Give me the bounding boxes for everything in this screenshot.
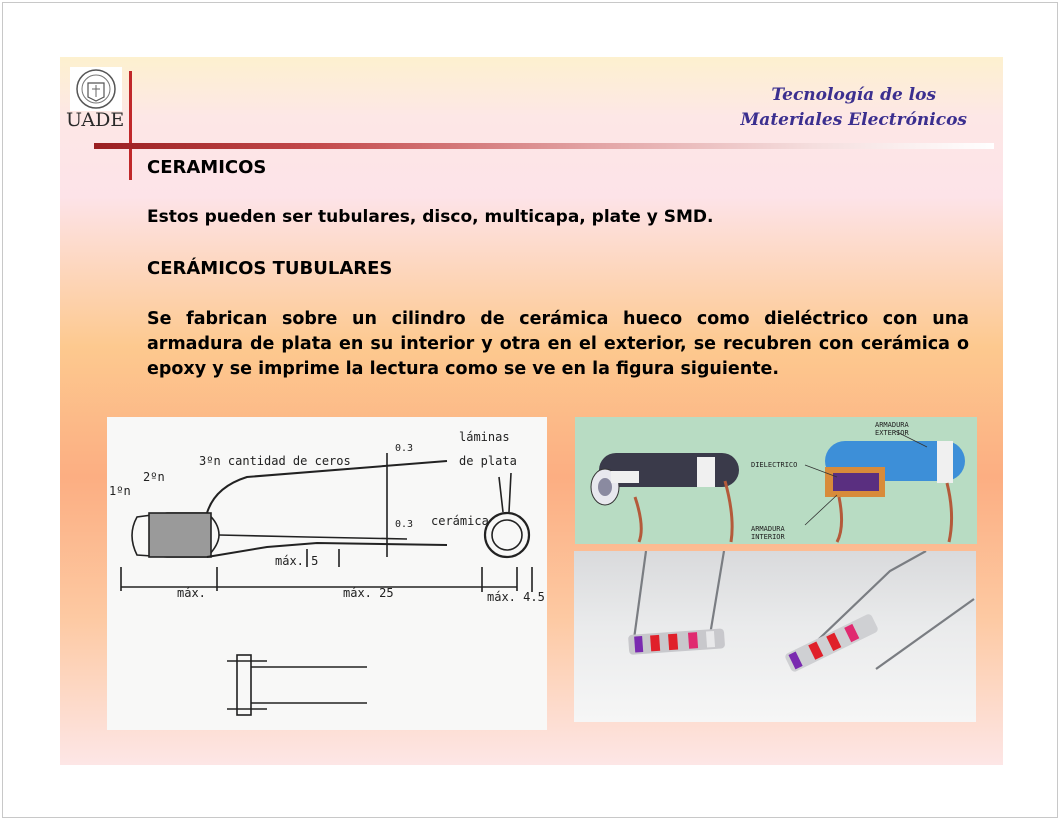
vertical-accent-line xyxy=(129,71,132,180)
heading-ceramicos: CERAMICOS xyxy=(147,157,267,178)
ceramic-capacitors-photo xyxy=(574,551,976,722)
tubular-capacitor-drawing xyxy=(107,417,547,730)
label-laminas: láminas xyxy=(459,430,510,444)
course-title-line-1: Tecnología de los xyxy=(771,85,937,105)
label-armadura-interior-1: ARMADURA xyxy=(751,525,785,533)
label-max-5: máx. 5 xyxy=(275,554,319,568)
logo-text: UADE xyxy=(66,109,125,131)
label-max-25: máx. 25 xyxy=(343,586,394,600)
horizontal-accent-line xyxy=(94,143,994,149)
label-max: máx. xyxy=(177,586,206,600)
paragraph-types: Estos pueden ser tubulares, disco, multicapa, plate y SMD. xyxy=(147,207,714,227)
label-armadura-exterior-2: EXTERIOR xyxy=(875,429,909,437)
label-3n-ceros: 3ºn cantidad de ceros xyxy=(199,454,351,468)
heading-ceramicos-tubulares: CERÁMICOS TUBULARES xyxy=(147,258,393,279)
label-1n: 1ºn xyxy=(109,484,131,498)
capacitor-cutaway-diagram xyxy=(575,417,977,544)
course-title xyxy=(740,83,967,133)
label-dielectrico: DIELECTRICO xyxy=(751,461,798,469)
label-armadura-exterior-1: ARMADURA xyxy=(875,421,909,429)
course-title-line-2: Materiales Electrónicos xyxy=(740,110,967,130)
label-armadura-interior-2: INTERIOR xyxy=(751,533,785,541)
label-de-plata: de plata xyxy=(459,454,517,468)
university-seal-icon xyxy=(70,67,122,111)
paragraph-fabrication: Se fabrican sobre un cilindro de cerámica hueco como dieléctrico con una armadura de plata en su interior y otra en el exterior, se recubren con cerámica o epoxy y se imprime la lectura como se ve en la figura siguiente. xyxy=(147,309,969,379)
label-03-top: 0.3 xyxy=(395,443,414,454)
label-03-mid: 0.3 xyxy=(395,519,414,530)
label-ceramica: cerámica xyxy=(431,514,489,528)
label-max-45: máx. 4.5 xyxy=(487,590,545,604)
label-2n: 2ºn xyxy=(143,470,165,484)
slide xyxy=(60,57,1003,765)
